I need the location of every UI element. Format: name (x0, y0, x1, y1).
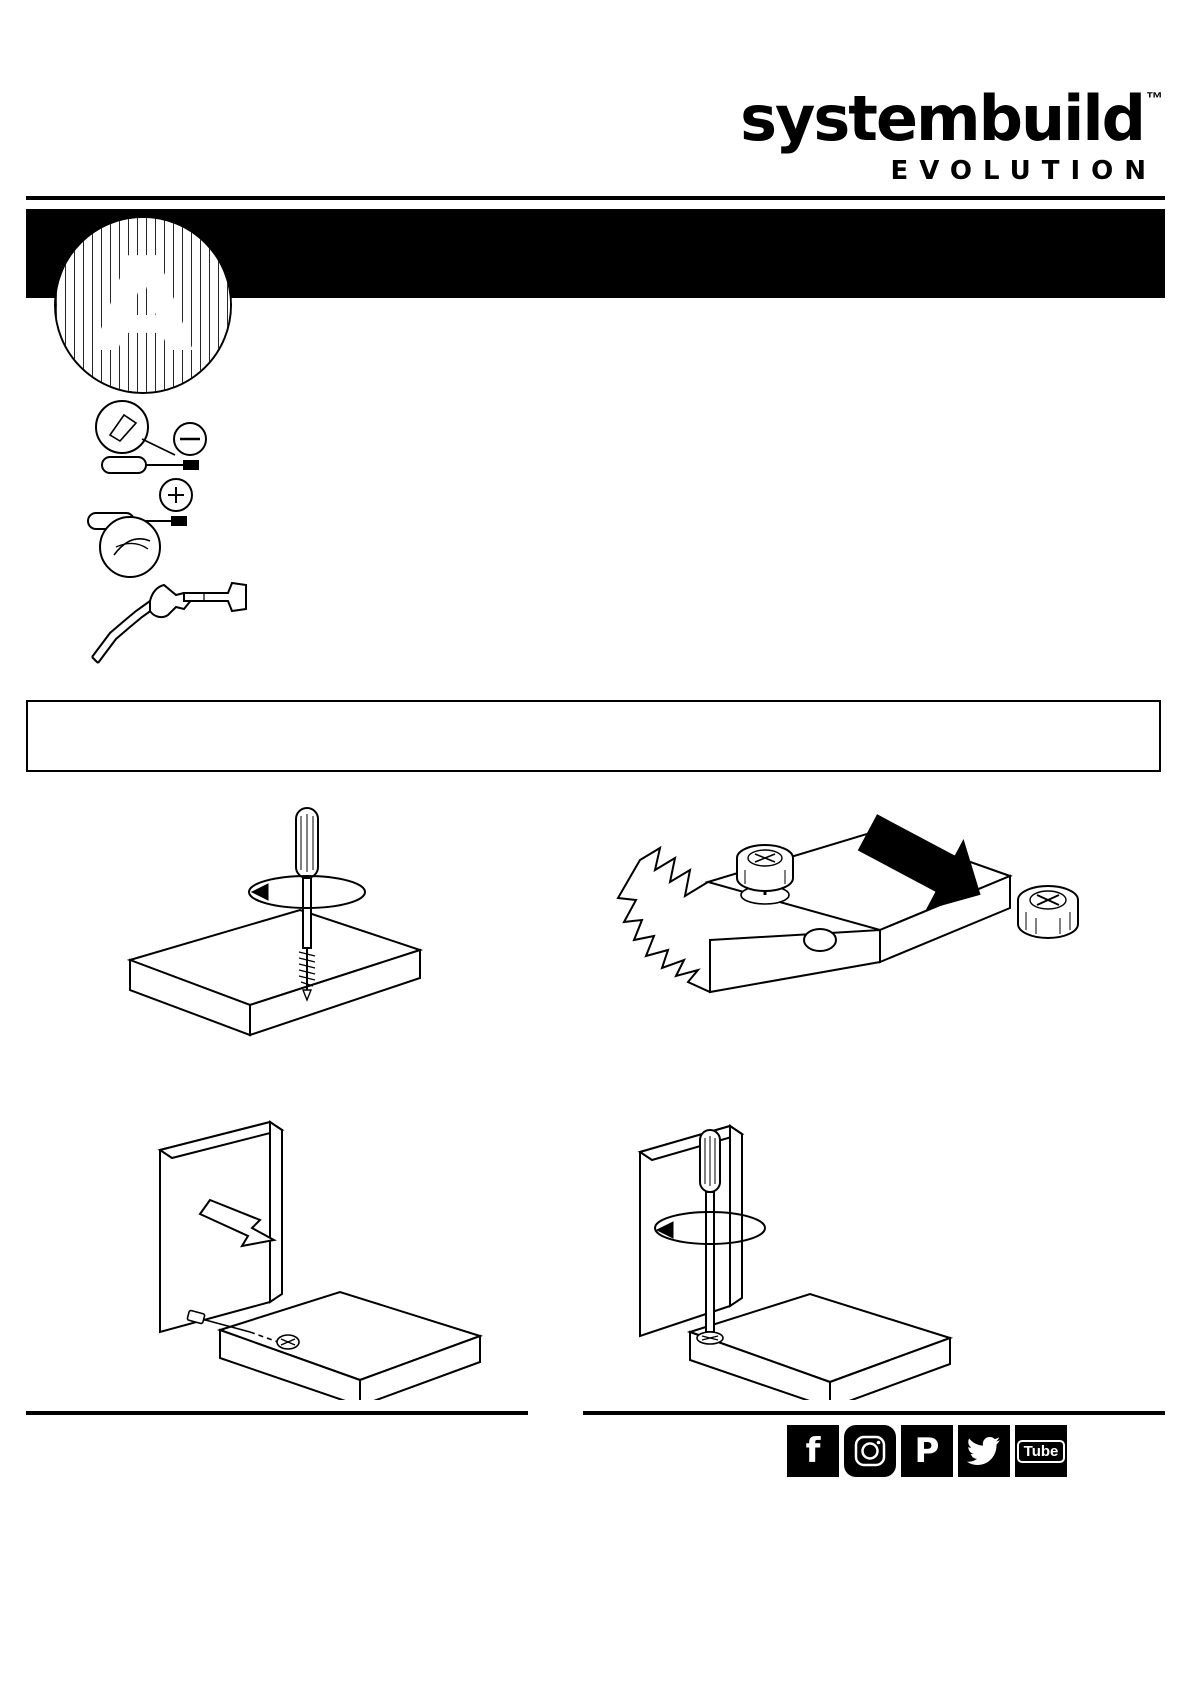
brand-name-row (740, 82, 1163, 155)
trademark-symbol: ™ (1146, 89, 1163, 108)
facebook-glyph: f (805, 1431, 821, 1471)
social-links (787, 1425, 1067, 1477)
tools-required-list (80, 395, 280, 670)
facebook-icon[interactable] (787, 1425, 839, 1477)
illustration-tighten-cam-lock (580, 1080, 1120, 1400)
illustration-insert-cam-bolt (20, 800, 540, 1090)
bottom-divider-right (583, 1411, 1165, 1415)
illustration-align-panels (20, 1080, 540, 1400)
hammer-icon (92, 583, 246, 663)
instagram-icon[interactable] (844, 1425, 896, 1477)
step-letter-badge (54, 216, 232, 394)
pinterest-icon[interactable] (901, 1425, 953, 1477)
phillips-screwdriver-icon (88, 479, 192, 577)
brand-logo (740, 82, 1163, 186)
top-divider (26, 196, 1165, 200)
brand-subtitle: EVOLUTION (890, 156, 1157, 186)
bottom-divider-left (26, 1411, 528, 1415)
pinterest-glyph: P (914, 1431, 940, 1471)
step-letter: A (92, 229, 194, 381)
youtube-label: Tube (1017, 1440, 1066, 1463)
youtube-icon[interactable] (1015, 1425, 1067, 1477)
illustration-cam-lock-detail (580, 800, 1120, 1090)
caution-note-box (26, 700, 1161, 772)
flathead-screwdriver-icon (96, 401, 206, 473)
twitter-icon[interactable] (958, 1425, 1010, 1477)
brand-name: systembuild (740, 82, 1144, 155)
